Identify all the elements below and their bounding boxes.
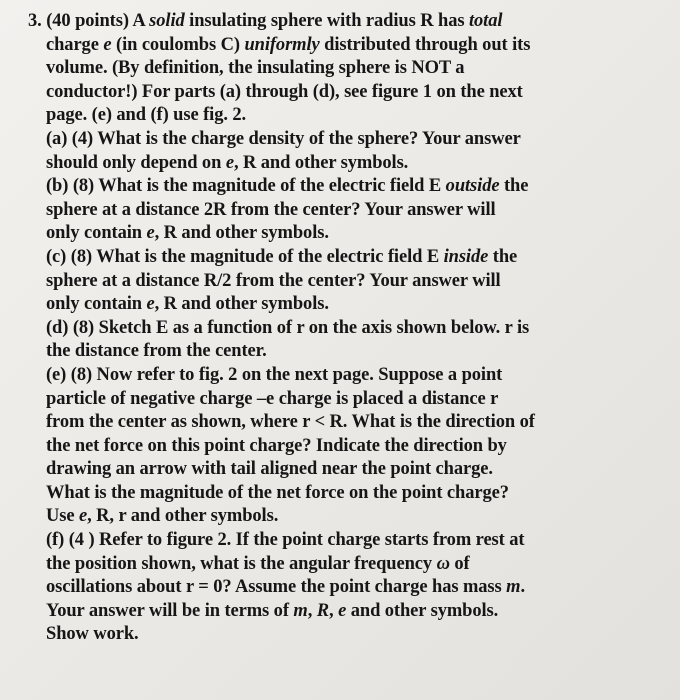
- text-segment: (d) (8) Sketch E as a function of r on the axis shown below. r is: [46, 317, 530, 338]
- text-segment: Show work.: [46, 624, 139, 645]
- text-segment: (b) (8) What is the magnitude of the electric field E: [46, 176, 446, 197]
- text-segment: ,: [329, 600, 339, 621]
- text-segment: (f) (4 ) Refer to figure 2. If the point charge starts from rest at: [46, 530, 525, 551]
- text-segment: e: [338, 600, 347, 621]
- text-line: [28, 175, 658, 199]
- text-segment: total: [468, 11, 503, 31]
- text-segment: sphere at a distance 2R from the center? Your answer will: [46, 199, 496, 220]
- text-segment: charge: [46, 34, 104, 55]
- text-segment: the distance from the center.: [46, 341, 267, 362]
- text-line: [28, 364, 658, 388]
- text-segment: What is the magnitude of the net force on the point charge?: [46, 482, 509, 503]
- text-segment: (in coulombs C): [111, 34, 245, 55]
- text-segment: Use: [46, 506, 79, 527]
- text-line: [28, 388, 658, 412]
- text-line: [28, 81, 658, 105]
- text-line: [28, 505, 658, 529]
- text-segment: oscillations about r = 0? Assume the point charge has mass: [46, 577, 507, 598]
- text-line: [28, 458, 658, 482]
- text-segment: (e) (8) Now refer to fig. 2 on the next page. Suppose a point: [46, 364, 503, 385]
- text-segment: inside: [443, 246, 489, 267]
- text-segment: only contain: [46, 294, 147, 315]
- text-segment: solid: [149, 11, 185, 31]
- text-segment: volume. (By definition, the insulating sphere is NOT a: [46, 58, 465, 79]
- text-segment: sphere at a distance R/2 from the center? Your answer will: [46, 270, 501, 291]
- text-segment: the position shown, what is the angular frequency: [46, 553, 437, 574]
- text-segment: the: [488, 246, 518, 267]
- text-line: [28, 246, 658, 270]
- text-segment: , R and other symbols.: [233, 152, 409, 173]
- text-segment: R: [316, 600, 330, 621]
- text-line: [28, 411, 658, 435]
- text-line: [28, 317, 658, 341]
- text-line: [28, 553, 658, 577]
- text-line: [28, 199, 658, 223]
- text-line: [28, 152, 658, 176]
- text-segment: page. (e) and (f) use fig. 2.: [46, 105, 247, 126]
- text-segment: e: [146, 223, 155, 244]
- text-segment: .: [520, 577, 525, 598]
- text-line: [28, 340, 658, 364]
- problem-text: [28, 10, 658, 647]
- text-segment: distributed through out its: [319, 34, 531, 55]
- text-line: [28, 576, 658, 600]
- text-segment: 3. (40 points) A: [28, 11, 150, 31]
- text-segment: Your answer will be in terms of: [46, 600, 294, 621]
- text-segment: m: [293, 600, 308, 621]
- text-segment: uniformly: [244, 34, 320, 55]
- text-line: [28, 435, 658, 459]
- text-segment: only contain: [46, 223, 147, 244]
- text-line: [28, 57, 658, 81]
- text-segment: from the center as shown, where r < R. What is the direction of: [46, 412, 535, 433]
- text-line: [28, 293, 658, 317]
- text-segment: conductor!) For parts (a) through (d), see figure 1 on the next: [46, 81, 523, 102]
- text-line: [28, 128, 658, 152]
- text-line: [28, 482, 658, 506]
- text-segment: , R, r and other symbols.: [87, 506, 279, 527]
- text-segment: drawing an arrow with tail aligned near the point charge.: [46, 459, 493, 480]
- text-segment: m: [506, 577, 521, 598]
- text-line: [28, 270, 658, 294]
- text-segment: , R and other symbols.: [154, 223, 329, 244]
- text-line: [28, 10, 658, 34]
- text-line: [28, 34, 658, 58]
- text-line: [28, 222, 658, 246]
- text-segment: e: [146, 294, 155, 315]
- text-segment: e: [103, 34, 112, 55]
- text-segment: particle of negative charge –e charge is placed a distance r: [46, 388, 499, 409]
- text-segment: (a) (4) What is the charge density of the sphere? Your answer: [46, 128, 521, 149]
- text-segment: the: [499, 176, 529, 197]
- text-segment: e: [225, 152, 234, 173]
- text-segment: of: [449, 553, 470, 574]
- text-segment: insulating sphere with radius R has: [184, 11, 469, 31]
- text-segment: should only depend on: [46, 152, 226, 173]
- text-segment: e: [79, 506, 88, 527]
- text-segment: ,: [307, 600, 317, 621]
- text-segment: and other symbols.: [346, 600, 499, 621]
- text-segment: ω: [436, 553, 450, 574]
- text-segment: (c) (8) What is the magnitude of the electric field E: [46, 246, 444, 267]
- text-segment: the net force on this point charge? Indicate the direction by: [46, 435, 507, 456]
- text-segment: , R and other symbols.: [154, 294, 329, 315]
- text-line: [28, 104, 658, 128]
- text-line: [28, 529, 658, 553]
- text-segment: outside: [445, 176, 500, 197]
- text-line: [28, 600, 658, 624]
- text-line: [28, 623, 658, 647]
